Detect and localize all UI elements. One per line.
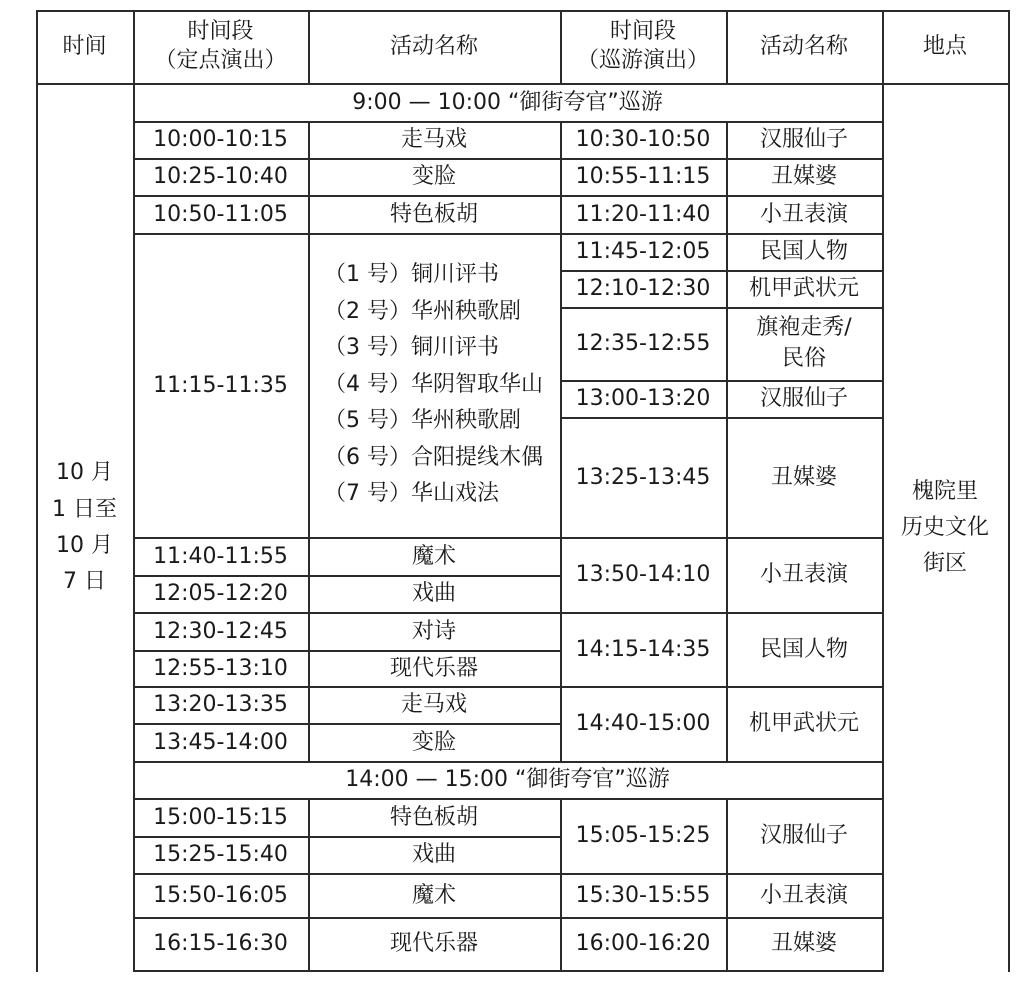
header-parade-slot xyxy=(560,10,726,84)
fixed-time: 12:30-12:45 xyxy=(153,618,288,644)
parade-activity: 机甲武状元 xyxy=(748,276,859,301)
parade-time: 15:30-15:55 xyxy=(575,882,711,908)
table-bottom-border xyxy=(133,970,883,972)
fixed-time: 15:00-15:15 xyxy=(153,804,288,830)
program-item: （3 号）铜川评书 xyxy=(324,335,499,361)
fixed-activity: 现代乐器 xyxy=(389,655,478,681)
header-parade-slot-line1: 时间段 xyxy=(609,19,676,45)
header-parade-activity: 活动名称 xyxy=(759,33,848,59)
location-line: 槐院里 xyxy=(911,478,978,504)
parade-banner: 14:00 — 15:00 “御街夸官”巡游 xyxy=(345,767,670,792)
date-line: 7 日 xyxy=(63,569,106,595)
program-item: （7 号）华山戏法 xyxy=(324,481,499,507)
program-item: （2 号）华州秧歌剧 xyxy=(324,298,521,324)
parade-time: 10:30-10:50 xyxy=(575,127,711,152)
header-fixed-slot-line1: 时间段 xyxy=(187,19,254,45)
fixed-time: 13:45-14:00 xyxy=(153,729,288,755)
fixed-activity: 走马戏 xyxy=(400,127,467,152)
parade-activity: 丑媒婆 xyxy=(770,464,837,490)
parade-activity-line: 旗袍走秀/ xyxy=(756,314,852,340)
parade-activity-line: 民俗 xyxy=(781,345,826,371)
parade-time: 14:15-14:35 xyxy=(575,636,711,662)
date-line: 10 月 xyxy=(56,460,113,486)
parade-time: 13:25-13:45 xyxy=(575,464,711,490)
header-time: 时间 xyxy=(62,33,107,59)
header-fixed-slot xyxy=(133,10,308,84)
fixed-time: 12:55-13:10 xyxy=(153,655,288,681)
parade-time: 14:40-15:00 xyxy=(575,711,711,736)
fixed-time: 11:40-11:55 xyxy=(153,543,288,569)
location xyxy=(882,84,1008,972)
fixed-activity: 现代乐器 xyxy=(389,931,478,956)
fixed-activity: 对诗 xyxy=(411,618,456,644)
fixed-time: 13:20-13:35 xyxy=(153,692,288,717)
parade-time: 11:45-12:05 xyxy=(575,239,711,264)
parade-activity: 丑媒婆 xyxy=(770,164,837,189)
parade-time: 11:20-11:40 xyxy=(575,201,711,227)
parade-time: 12:10-12:30 xyxy=(575,276,711,301)
column-divider xyxy=(1008,10,1010,972)
header-fixed-slot-line2: （定点演出） xyxy=(154,48,287,73)
fixed-time: 10:50-11:05 xyxy=(153,201,288,227)
fixed-time: 15:50-16:05 xyxy=(153,882,288,908)
fixed-activity: 特色板胡 xyxy=(389,201,478,227)
fixed-activity: 戏曲 xyxy=(411,842,456,867)
parade-activity: 小丑表演 xyxy=(759,562,848,587)
fixed-activity: 变脸 xyxy=(411,164,456,189)
parade-banner: 9:00 — 10:00 “御街夸官”巡游 xyxy=(352,90,663,115)
fixed-activity: 特色板胡 xyxy=(389,804,478,830)
parade-activity: 机甲武状元 xyxy=(748,711,859,736)
fixed-activity: 魔术 xyxy=(411,882,456,908)
parade-activity: 民国人物 xyxy=(759,636,848,662)
location-line: 街区 xyxy=(922,551,967,577)
parade-activity: 汉服仙子 xyxy=(759,823,848,848)
header-location: 地点 xyxy=(922,33,967,59)
program-item: （4 号）华阴智取华山 xyxy=(324,371,543,397)
fixed-time: 11:15-11:35 xyxy=(153,372,288,398)
fixed-activity: 变脸 xyxy=(411,729,456,755)
header-fixed-activity: 活动名称 xyxy=(389,33,478,59)
fixed-activity: 走马戏 xyxy=(400,692,467,717)
date-line: 10 月 xyxy=(56,533,113,558)
parade-activity: 民国人物 xyxy=(759,239,848,264)
date-range xyxy=(36,84,133,972)
program-item: （1 号）铜川评书 xyxy=(324,262,499,288)
parade-activity: 小丑表演 xyxy=(759,882,848,908)
parade-activity: 汉服仙子 xyxy=(759,386,848,411)
location-line: 历史文化 xyxy=(900,514,989,540)
schedule-table xyxy=(36,10,1010,972)
parade-time: 10:55-11:15 xyxy=(575,164,711,189)
parade-time: 13:50-14:10 xyxy=(575,562,711,587)
fixed-time: 15:25-15:40 xyxy=(153,842,288,867)
parade-activity: 丑媒婆 xyxy=(770,931,837,956)
fixed-time: 10:25-10:40 xyxy=(153,164,288,189)
header-parade-slot-line2: （巡游演出） xyxy=(576,48,709,73)
parade-time: 15:05-15:25 xyxy=(575,823,711,848)
program-item: （5 号）华州秧歌剧 xyxy=(324,408,521,434)
parade-time: 12:35-12:55 xyxy=(575,331,711,356)
fixed-activity-list xyxy=(308,233,560,537)
date-line: 1 日至 xyxy=(52,496,117,522)
fixed-activity: 戏曲 xyxy=(411,581,456,606)
fixed-time: 16:15-16:30 xyxy=(153,931,288,956)
parade-activity: 小丑表演 xyxy=(759,201,848,227)
parade-activity xyxy=(726,307,882,380)
parade-activity: 汉服仙子 xyxy=(759,127,848,152)
program-item: （6 号）合阳提线木偶 xyxy=(324,444,543,470)
parade-time: 16:00-16:20 xyxy=(575,931,711,956)
fixed-time: 12:05-12:20 xyxy=(153,581,288,606)
fixed-activity: 魔术 xyxy=(411,543,456,569)
fixed-time: 10:00-10:15 xyxy=(153,127,288,152)
parade-time: 13:00-13:20 xyxy=(575,386,711,411)
